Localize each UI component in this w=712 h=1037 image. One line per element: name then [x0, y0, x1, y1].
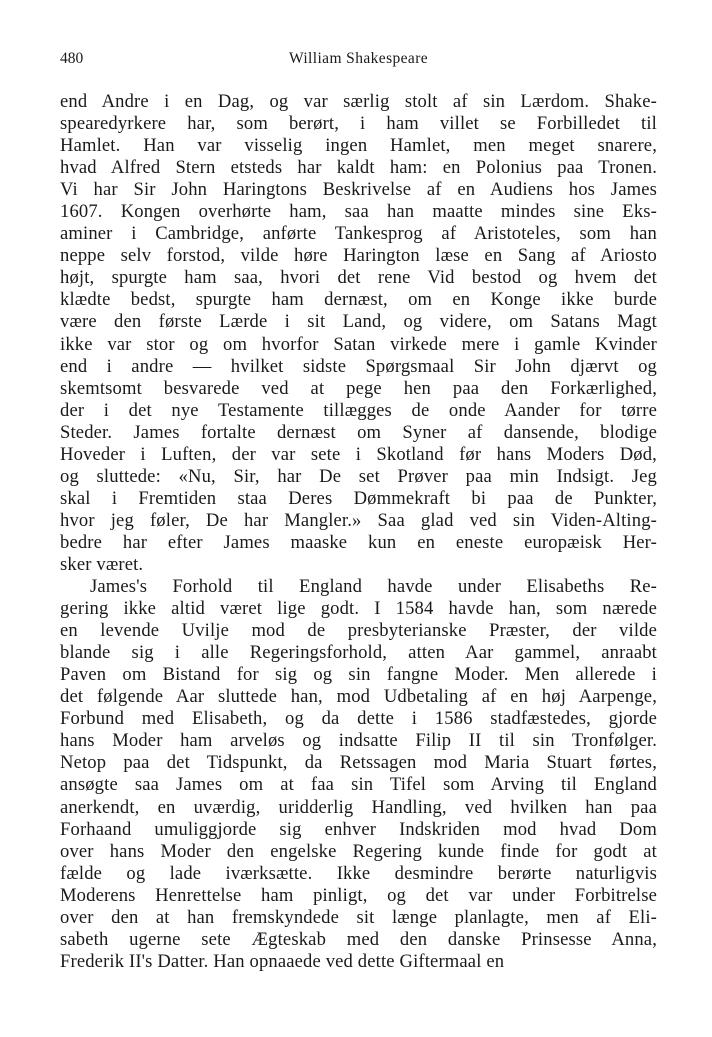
text-line: Forbund med Elisabeth, og da dette i 1586 stadfæstedes, gjorde — [60, 708, 657, 730]
text-line: over den at han fremskyndede sit længe planlagte, men af Eli- — [60, 906, 657, 928]
text-line: det følgende Aar sluttede han, mod Udbetaling af en høj Aarpenge, — [60, 686, 657, 708]
text-line: klædte bedst, spurgte ham dernæst, om en Konge ikke burde — [60, 289, 657, 311]
text-line: Hamlet. Han var visselig ingen Hamlet, men meget snarere, — [60, 135, 657, 157]
text-line: sker været. — [60, 553, 144, 575]
text-line: hvad Alfred Stern etsteds har kaldt ham: en Polonius paa Tronen. — [60, 157, 657, 179]
text-line: gering ikke altid været lige godt. I 1584 havde han, som nærede — [60, 598, 657, 620]
body-text — [60, 91, 657, 973]
text-line: og sluttede: «Nu, Sir, har De set Prøver paa min Indsigt. Jeg — [60, 465, 657, 487]
text-line: neppe selv forstod, vilde høre Harington læse en Sang af Ariosto — [60, 245, 657, 267]
text-line: hans Moder ham arveløs og indsatte Filip II til sin Tronfølger. — [60, 730, 657, 752]
text-line: Moderens Henrettelse ham pinligt, og det var under Forbitrelse — [60, 884, 657, 906]
text-line: en levende Uvilje mod de presbyterianske Præster, der vilde — [60, 620, 657, 642]
text-line: sabeth ugerne sete Ægteskab med den danske Prinsesse Anna, — [60, 928, 657, 950]
text-line: Netop paa det Tidspunkt, da Retssagen mod Maria Stuart førtes, — [60, 752, 657, 774]
text-line: Steder. James fortalte dernæst om Syner af dansende, blodige — [60, 421, 657, 443]
text-line: skal i Fremtiden staa Deres Dømmekraft bi paa de Punkter, — [60, 487, 657, 509]
text-line: anerkendt, en uværdig, uridderlig Handling, ved hvilken han paa — [60, 796, 657, 818]
text-line: 1607. Kongen overhørte ham, saa han maatte mindes sine Eks- — [60, 201, 657, 223]
text-line: end Andre i en Dag, og var særlig stolt af sin Lærdom. Shake- — [60, 91, 657, 112]
page-number: 480 — [60, 50, 84, 67]
text-line: fælde og lade iværksætte. Ikke desmindre berørte naturligvis — [60, 862, 657, 884]
text-line: Paven om Bistand for sig og sin fangne Moder. Men allerede i — [60, 664, 657, 686]
text-line: hvor jeg føler, De har Mangler.» Saa glad ved sin Viden-Alting- — [60, 509, 657, 531]
text-line: Vi har Sir John Haringtons Beskrivelse af en Audiens hos James — [60, 179, 657, 201]
text-line: blande sig i alle Regeringsforhold, atten Aar gammel, anraabt — [60, 642, 657, 664]
text-line: bedre har efter James maaske kun en eneste europæisk Her- — [60, 531, 657, 553]
text-line: skemtsomt besvarede ved at pege hen paa den Forkærlighed, — [60, 377, 657, 399]
text-line: ansøgte saa James om at faa sin Tifel som Arving til England — [60, 774, 657, 796]
running-title: William Shakespeare — [288, 50, 429, 67]
text-line: Forhaand umuliggjorde sig enhver Indskriden mod hvad Dom — [60, 818, 657, 840]
text-line: ikke var stor og om hvorfor Satan virkede mere i gamle Kvinder — [60, 333, 657, 355]
text-line: Hoveder i Luften, der var sete i Skotland før hans Moders Død, — [60, 443, 657, 465]
text-line: være den første Lærde i sit Land, og videre, om Satans Magt — [60, 311, 657, 333]
text-line: Frederik II's Datter. Han opnaaede ved dette Giftermaal en — [60, 950, 505, 972]
running-head — [60, 44, 657, 74]
text-line: aminer i Cambridge, anførte Tankesprog af Aristoteles, som han — [60, 223, 657, 245]
paragraph — [60, 91, 657, 576]
text-line: spearedyrkere har, som berørt, i ham villet se Forbilledet til — [60, 113, 657, 135]
text-line: end i andre — hvilket sidste Spørgsmaal Sir John djærvt og — [60, 355, 657, 377]
text-line: der i det nye Testamente tillægges de onde Aander for tørre — [60, 399, 657, 421]
text-line: James's Forhold til England havde under Elisabeths Re- — [90, 576, 657, 598]
paragraph — [60, 576, 657, 973]
text-line: højt, spurgte ham saa, hvori det rene Vid bestod og hvem det — [60, 267, 657, 289]
book-page — [60, 44, 657, 973]
text-line: over hans Moder den engelske Regering kunde finde for godt at — [60, 840, 657, 862]
